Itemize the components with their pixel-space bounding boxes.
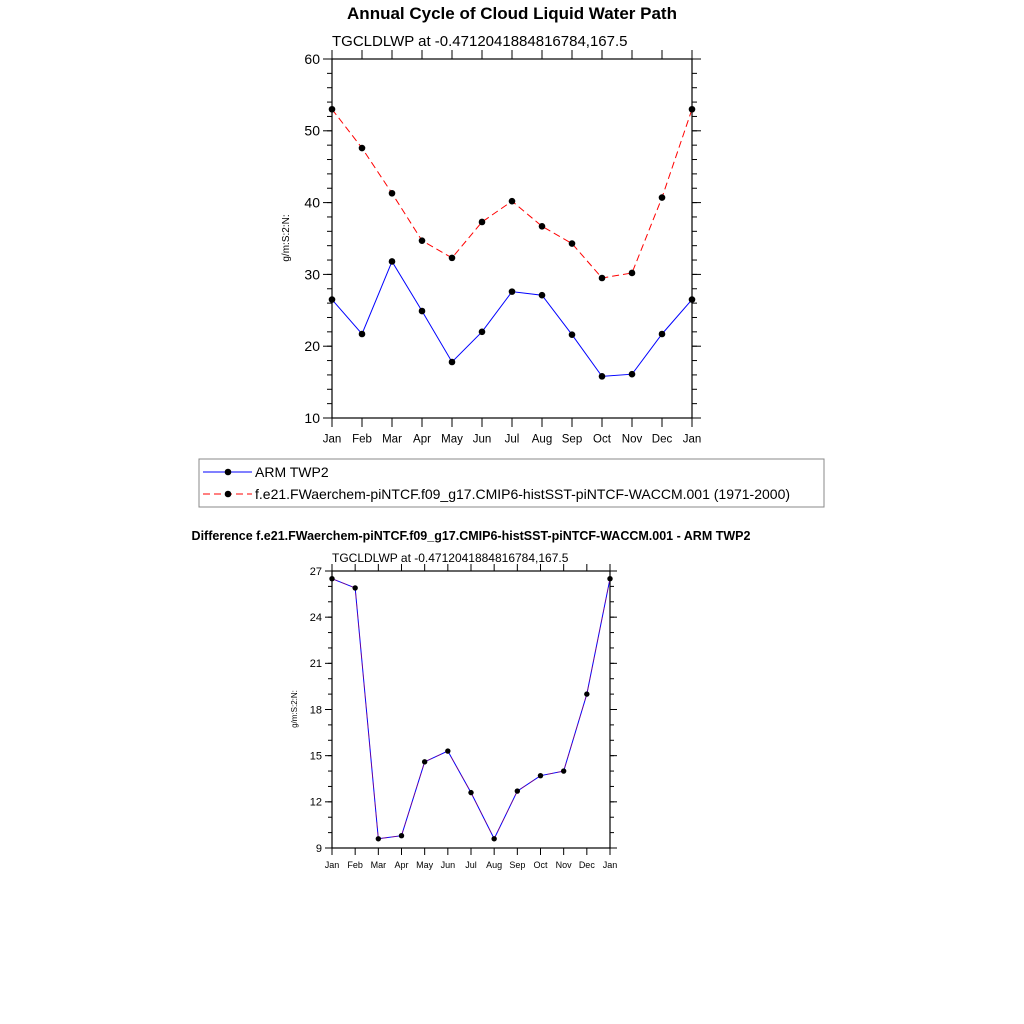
top-chart-title: Annual Cycle of Cloud Liquid Water Path (347, 4, 677, 23)
y-tick-label: 27 (309, 565, 322, 578)
bottom-chart-title: Difference f.e21.FWaerchem-piNTCF.f09_g17.CMIP6-histSST-piNTCF-WACCM.001 - ARM TWP2 (191, 529, 751, 543)
data-point (329, 106, 336, 113)
data-point (569, 240, 576, 247)
data-point (629, 371, 636, 378)
bottom-chart (192, 529, 751, 870)
x-tick-label: May (441, 433, 463, 446)
x-tick-label: Oct (593, 433, 611, 446)
x-tick-label: Jan (602, 860, 618, 870)
data-point (538, 773, 543, 778)
data-point (509, 288, 516, 295)
legend-marker-model (225, 491, 232, 498)
x-tick-label: Dec (578, 860, 595, 870)
x-tick-label: Mar (370, 860, 387, 870)
data-point (689, 106, 696, 113)
top-chart (199, 4, 824, 507)
data-point (515, 788, 520, 793)
x-tick-label: Sep (509, 860, 526, 870)
x-tick-label: Nov (555, 860, 572, 870)
x-tick-label: Apr (413, 433, 431, 446)
series-line-1 (332, 109, 692, 278)
data-point (359, 331, 366, 338)
x-tick-label: Jul (465, 860, 477, 870)
data-point (399, 833, 404, 838)
y-tick-label: 21 (309, 658, 322, 671)
y-tick-label: 18 (309, 704, 322, 717)
data-point (359, 145, 366, 152)
data-point (569, 331, 576, 338)
data-point (449, 359, 456, 366)
y-tick-label: 12 (309, 796, 322, 809)
data-point (659, 331, 666, 338)
bottom-plot-area (310, 564, 618, 870)
x-tick-label: Mar (382, 433, 402, 446)
x-tick-label: Nov (621, 433, 643, 446)
y-tick-label: 20 (304, 338, 320, 355)
data-point (561, 768, 566, 773)
legend-marker-arm (225, 469, 232, 476)
data-point (445, 748, 450, 753)
top-legend (199, 459, 824, 507)
legend-label-arm: ARM TWP2 (255, 464, 329, 480)
legend-label-model: f.e21.FWaerchem-piNTCF.f09_g17.CMIP6-histSST-piNTCF-WACCM.001 (1971-2000) (255, 486, 791, 502)
x-tick-label: Aug (531, 433, 553, 446)
data-point (422, 759, 427, 764)
bottom-chart-subtitle: TGCLDLWP at -0.4712041884816784,167.5 (332, 551, 569, 565)
data-point (352, 585, 357, 590)
x-tick-label: Jun (472, 433, 492, 446)
y-tick-label: 50 (304, 122, 320, 139)
data-point (329, 296, 336, 303)
x-tick-label: Sep (561, 433, 583, 446)
data-point (449, 255, 456, 262)
x-tick-label: Jan (682, 433, 702, 446)
y-tick-label: 10 (304, 409, 320, 426)
data-point (468, 790, 473, 795)
x-tick-label: May (416, 860, 434, 870)
x-tick-label: Apr (394, 860, 409, 870)
data-point (599, 373, 606, 380)
y-tick-label: 40 (304, 194, 320, 211)
bottom-chart-ylabel: g/m:S:2:N: (290, 690, 299, 728)
plot-frame (332, 571, 610, 848)
x-tick-label: Jun (440, 860, 456, 870)
top-chart-subtitle: TGCLDLWP at -0.4712041884816784,167.5 (332, 33, 628, 50)
data-point (659, 194, 666, 201)
data-point (479, 219, 486, 226)
x-tick-label: Jul (504, 433, 520, 446)
data-point (389, 190, 396, 197)
data-point (419, 308, 426, 315)
data-point (539, 292, 546, 299)
x-tick-label: Aug (486, 860, 503, 870)
series-line-0 (332, 579, 610, 839)
data-point (629, 270, 636, 277)
x-tick-label: Feb (347, 860, 363, 870)
series-line-0 (332, 261, 692, 376)
plot-frame (332, 59, 692, 418)
y-tick-label: 15 (309, 750, 322, 763)
data-point (689, 296, 696, 303)
data-point (599, 275, 606, 282)
data-point (389, 258, 396, 265)
series-overlay-line-0 (332, 579, 610, 839)
top-plot-area (304, 50, 701, 446)
data-point (509, 198, 516, 205)
x-tick-label: Jan (324, 860, 340, 870)
x-tick-label: Oct (533, 860, 548, 870)
data-point (539, 223, 546, 230)
data-point (491, 836, 496, 841)
data-point (607, 576, 612, 581)
x-tick-label: Dec (651, 433, 673, 446)
y-tick-label: 60 (304, 50, 320, 67)
data-point (376, 836, 381, 841)
y-tick-label: 30 (304, 266, 320, 283)
x-tick-label: Feb (352, 433, 372, 446)
top-chart-ylabel: g/m:S:2:N: (281, 214, 292, 262)
y-tick-label: 9 (315, 842, 322, 855)
x-tick-label: Jan (322, 433, 342, 446)
data-point (329, 576, 334, 581)
data-point (419, 237, 426, 244)
data-point (584, 691, 589, 696)
y-tick-label: 24 (309, 612, 322, 625)
data-point (479, 329, 486, 336)
